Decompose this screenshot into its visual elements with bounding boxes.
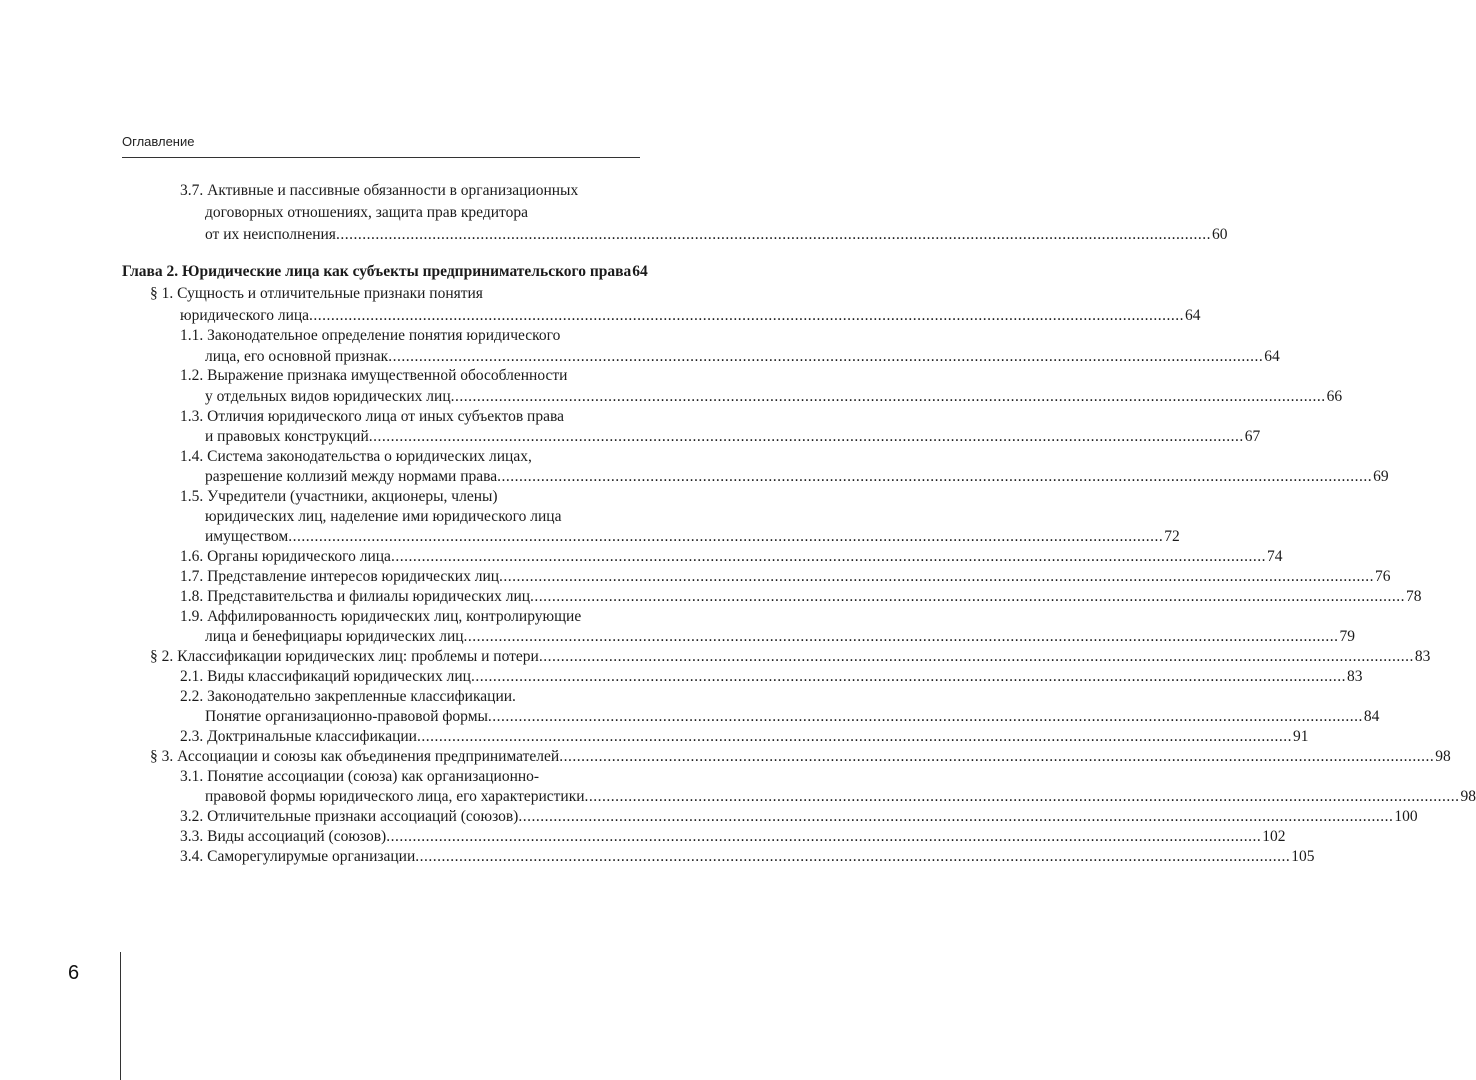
toc-page-number: 64: [1264, 348, 1280, 365]
toc-entry-1-2-line-2[interactable]: [205, 387, 1343, 407]
toc-page-number: 79: [1339, 628, 1356, 645]
toc-entry-text: от их неисполнения: [205, 226, 336, 243]
dot-leader: [288, 527, 1163, 547]
toc-entry-2-1[interactable]: [180, 667, 1363, 687]
dot-leader: [471, 667, 1346, 687]
toc-entry-1-6[interactable]: [180, 547, 1283, 567]
toc-entry-1-3-line-1: 1.3. Отличия юридического лица от иных субъектов права: [180, 408, 564, 425]
running-header-title: Оглавление: [122, 134, 195, 149]
dot-leader: [309, 306, 1184, 326]
toc-entry-text: § 2. Классификации юридических лиц: проблемы и потери: [150, 648, 539, 665]
toc-entry-text: и правовых конструкций: [205, 428, 369, 445]
toc-entry-text: 3.3. Виды ассоциаций (союзов): [180, 828, 387, 845]
chapter-title: Глава 2. Юридические лица как субъекты предпринимательского права: [122, 263, 632, 280]
toc-page-number: 66: [1326, 388, 1343, 405]
toc-page-number: 72: [1164, 528, 1180, 545]
dot-leader: [518, 807, 1393, 827]
dot-leader: [336, 225, 1211, 245]
toc-page-number: 74: [1266, 548, 1283, 565]
toc-entry-1-5-line-3[interactable]: [205, 527, 1180, 547]
toc-entry-3-2[interactable]: [180, 807, 1418, 827]
toc-page-number: 98: [1435, 748, 1451, 765]
toc-entry-text: разрешение коллизий между нормами права: [205, 468, 498, 485]
toc-entry-text: у отдельных видов юридических лиц: [205, 388, 451, 405]
toc-entry-3-7-line-3[interactable]: [205, 225, 1228, 245]
dot-leader: [499, 567, 1374, 587]
toc-entry-1-8[interactable]: [180, 587, 1422, 607]
dot-leader: [539, 647, 1414, 667]
toc-entry-text: 1.6. Органы юридического лица: [180, 548, 391, 565]
toc-entry-text: 2.1. Виды классификаций юридических лиц: [180, 668, 471, 685]
dot-leader: [369, 427, 1244, 447]
toc-entry-1-9-line-1: 1.9. Аффилированность юридических лиц, контролирующие: [180, 608, 582, 625]
toc-page-number: 76: [1375, 568, 1391, 585]
toc-entry-text: 1.7. Представление интересов юридических лиц: [180, 568, 500, 585]
toc-entry-1-5-line-2: юридических лиц, наделение ими юридического лица: [205, 508, 562, 525]
toc-page-number: 91: [1292, 728, 1309, 745]
toc-entry-2-2-line-1: 2.2. Законодательно закрепленные классификации.: [180, 688, 516, 705]
toc-entry-text: имуществом: [205, 528, 289, 545]
dot-leader: [530, 587, 1405, 607]
toc-page-number: 102: [1262, 828, 1286, 845]
dot-leader: [391, 547, 1266, 567]
dot-leader: [388, 347, 1263, 367]
toc-page-number: 69: [1373, 468, 1389, 485]
dot-leader: [559, 747, 1434, 767]
toc-entry-1-4-line-1: 1.4. Система законодательства о юридических лицах,: [180, 448, 532, 465]
toc-page-number: 67: [1244, 428, 1261, 445]
dot-leader: [585, 787, 1460, 807]
toc-entry-1-9-line-2[interactable]: [205, 627, 1356, 647]
toc-page-number: 78: [1406, 588, 1422, 605]
toc-entry-1-7[interactable]: [180, 567, 1391, 587]
dot-leader: [464, 627, 1339, 647]
toc-entry-1-3-line-2[interactable]: [205, 427, 1261, 447]
toc-entry-text: Понятие организационно-правовой формы: [205, 708, 488, 725]
toc-page-number: 105: [1291, 848, 1315, 865]
toc-section-1-line-2[interactable]: [180, 306, 1201, 326]
toc-entry-text: § 3. Ассоциации и союзы как объединения предпринимателей: [150, 748, 560, 765]
toc-page-number: 83: [1346, 668, 1363, 685]
toc-section-3[interactable]: [150, 747, 1451, 767]
toc-entry-text: 3.2. Отличительные признаки ассоциаций (союзов): [180, 808, 519, 825]
toc-entry-3-7-line-1: 3.7. Активные и пассивные обязанности в организационных: [180, 182, 579, 199]
toc-page-number: 100: [1394, 808, 1418, 825]
toc-entry-1-5-line-1: 1.5. Учредители (участники, акционеры, члены): [180, 488, 498, 505]
toc-entry-1-4-line-2[interactable]: [205, 467, 1389, 487]
toc-entry-2-3[interactable]: [180, 727, 1309, 747]
toc-entry-text: 3.4. Саморегулирумые организации: [180, 848, 416, 865]
toc-entry-text: правовой формы юридического лица, его характеристики: [205, 788, 585, 805]
toc-page-number: 98: [1460, 788, 1476, 805]
dot-leader: [451, 387, 1326, 407]
toc-chapter-2[interactable]: [122, 262, 648, 282]
margin-rule: [120, 952, 121, 1080]
toc-entry-text: юридического лица: [180, 307, 310, 324]
toc-entry-text: 2.3. Доктринальные классификации: [180, 728, 417, 745]
toc-entry-3-1-line-2[interactable]: [205, 787, 1476, 807]
toc-section-1-line-1: § 1. Сущность и отличительные признаки понятия: [150, 285, 483, 302]
toc-page-number: 84: [1363, 708, 1380, 725]
toc-entry-3-7-line-2: договорных отношениях, защита прав кредитора: [205, 204, 528, 221]
toc-entry-3-1-line-1: 3.1. Понятие ассоциации (союза) как организационно-: [180, 768, 540, 785]
page-number: 6: [68, 962, 80, 984]
toc-entry-text: 1.8. Представительства и филиалы юридических лиц: [180, 588, 531, 605]
dot-leader: [497, 467, 1372, 487]
dot-leader: [488, 707, 1363, 727]
toc-entry-text: лица и бенефициары юридических лиц: [205, 628, 464, 645]
toc-section-2[interactable]: [150, 647, 1431, 667]
toc-entry-3-3[interactable]: [180, 827, 1286, 847]
toc-entry-3-4[interactable]: [180, 847, 1315, 867]
toc-entry-1-2-line-1: 1.2. Выражение признака имущественной обособленности: [180, 367, 568, 384]
toc-page-number: 64: [632, 263, 648, 280]
toc-entry-1-1-line-1: 1.1. Законодательное определение понятия юридического: [180, 327, 561, 344]
dot-leader: [415, 847, 1290, 867]
toc-entry-text: лица, его основной признак: [205, 348, 389, 365]
toc-page-number: 64: [1185, 307, 1201, 324]
toc-entry-2-2-line-2[interactable]: [205, 707, 1380, 727]
toc-page-number: 83: [1414, 648, 1431, 665]
dot-leader: [417, 727, 1292, 747]
toc-entry-1-1-line-2[interactable]: [205, 347, 1280, 367]
dot-leader: [386, 827, 1261, 847]
toc-page-number: 60: [1211, 226, 1228, 243]
